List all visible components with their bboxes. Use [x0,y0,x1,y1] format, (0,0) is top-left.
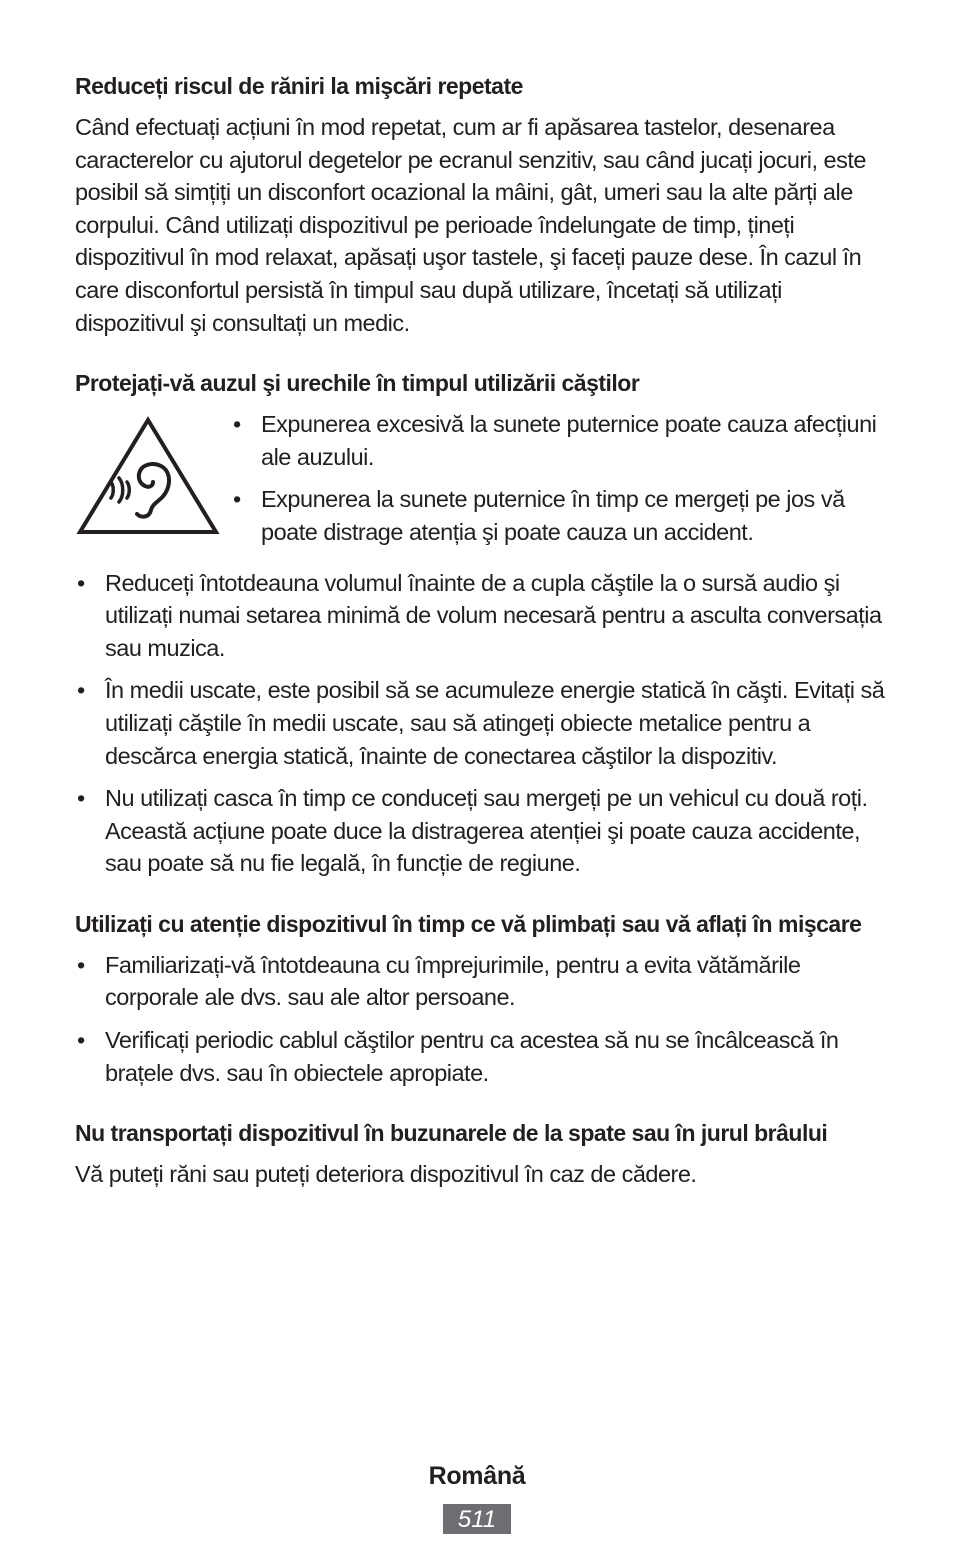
bullet-dot: • [77,785,85,812]
page-number-badge: 511 [443,1504,511,1534]
section-back-pocket [75,1117,885,1191]
list-item [75,782,885,880]
list-item [75,949,885,1014]
section-hearing-protection [75,367,885,880]
bullet-dot: • [77,569,85,596]
hearing-warning-icon [75,414,221,538]
hearing-warning-block [75,408,885,558]
list-item-text: Familiarizați-vă întotdeauna cu împrejurimile, pentru a evita vătămările corporale ale dvs. sau ale altor persoane. [105,951,801,1011]
list-item [75,1024,885,1089]
section-walking-caution [75,908,885,1089]
section-heading: Protejați-vă auzul şi urechile în timpul utilizării căştilor [75,370,640,397]
list-item-text: Verificați periodic cablul căştilor pentru ca acestea să nu se încâlcească în brațele dvs. sau în obiectele apropiate. [105,1027,839,1086]
list-item [75,567,885,665]
document-page [75,70,885,1219]
hearing-bullet-list [75,567,885,880]
bullet-dot: • [77,1027,85,1054]
bullet-dot: • [233,411,241,438]
section-heading: Nu transportați dispozitivul în buzunarele de la spate sau în jurul brâului [75,1120,828,1147]
list-item-text: Reduceți întotdeauna volumul înainte de a cupla căştile la o sursă audio şi utilizați numai setarea minimă de volum necesară pentru a asculta conversația sau muzica. [105,569,882,661]
list-item-text: În medii uscate, este posibil să se acumuleze energie statică în căşti. Evitați să utilizați căştile în medii uscate, sau să atingeți obiecte metalice pentru a descărca energia statică, înainte de conectarea căştilor la dispozitiv. [105,677,885,769]
section-heading: Utilizați cu atenție dispozitivul în timp ce vă plimbați sau vă aflați în mişcare [75,910,862,937]
list-item [231,483,885,548]
bullet-dot: • [77,677,85,704]
list-item-text: Nu utilizați casca în timp ce conduceți sau mergeți pe un vehicul cu două roți. Această acțiune poate duce la distragerea atenției şi poate cauza accidente, sau poate să nu fie legală, în funcție de regiune. [105,785,868,877]
list-item [75,674,885,772]
bullet-dot: • [233,486,241,513]
footer-language: Română [428,1462,526,1490]
list-item [231,408,885,473]
hearing-warning-list [231,408,885,558]
section-paragraph: Vă puteți răni sau puteți deteriora dispozitivul în caz de cădere. [75,1161,697,1188]
list-item-text: Expunerea excesivă la sunete puternice poate cauza afecțiuni ale auzului. [261,411,877,470]
walking-bullet-list [75,949,885,1089]
section-heading: Reduceți riscul de răniri la mişcări repetate [75,73,523,99]
section-paragraph: Când efectuați acțiuni în mod repetat, cum ar fi apăsarea tastelor, desenarea caracterelor cu ajutorul degetelor pe ecranul senzitiv, sau când jucați jocuri, este posibil să simțiți un disconfort ocazional la mâini, gât, umeri sau la alte părți ale corpului. Când utilizați dispozitivul pe perioade îndelungate de timp, țineți dispozitivul în mod relaxat, apăsați uşor tastele, şi faceți pauze dese. În cazul în care disconfortul persistă în timpul sau după utilizare, încetați să utilizați dispozitivul şi consultați un medic. [75,114,866,336]
list-item-text: Expunerea la sunete puternice în timp ce mergeți pe jos vă poate distrage atenția şi poate cauza un accident. [261,486,845,545]
section-repetitive-motion [75,70,885,339]
bullet-dot: • [77,951,85,978]
